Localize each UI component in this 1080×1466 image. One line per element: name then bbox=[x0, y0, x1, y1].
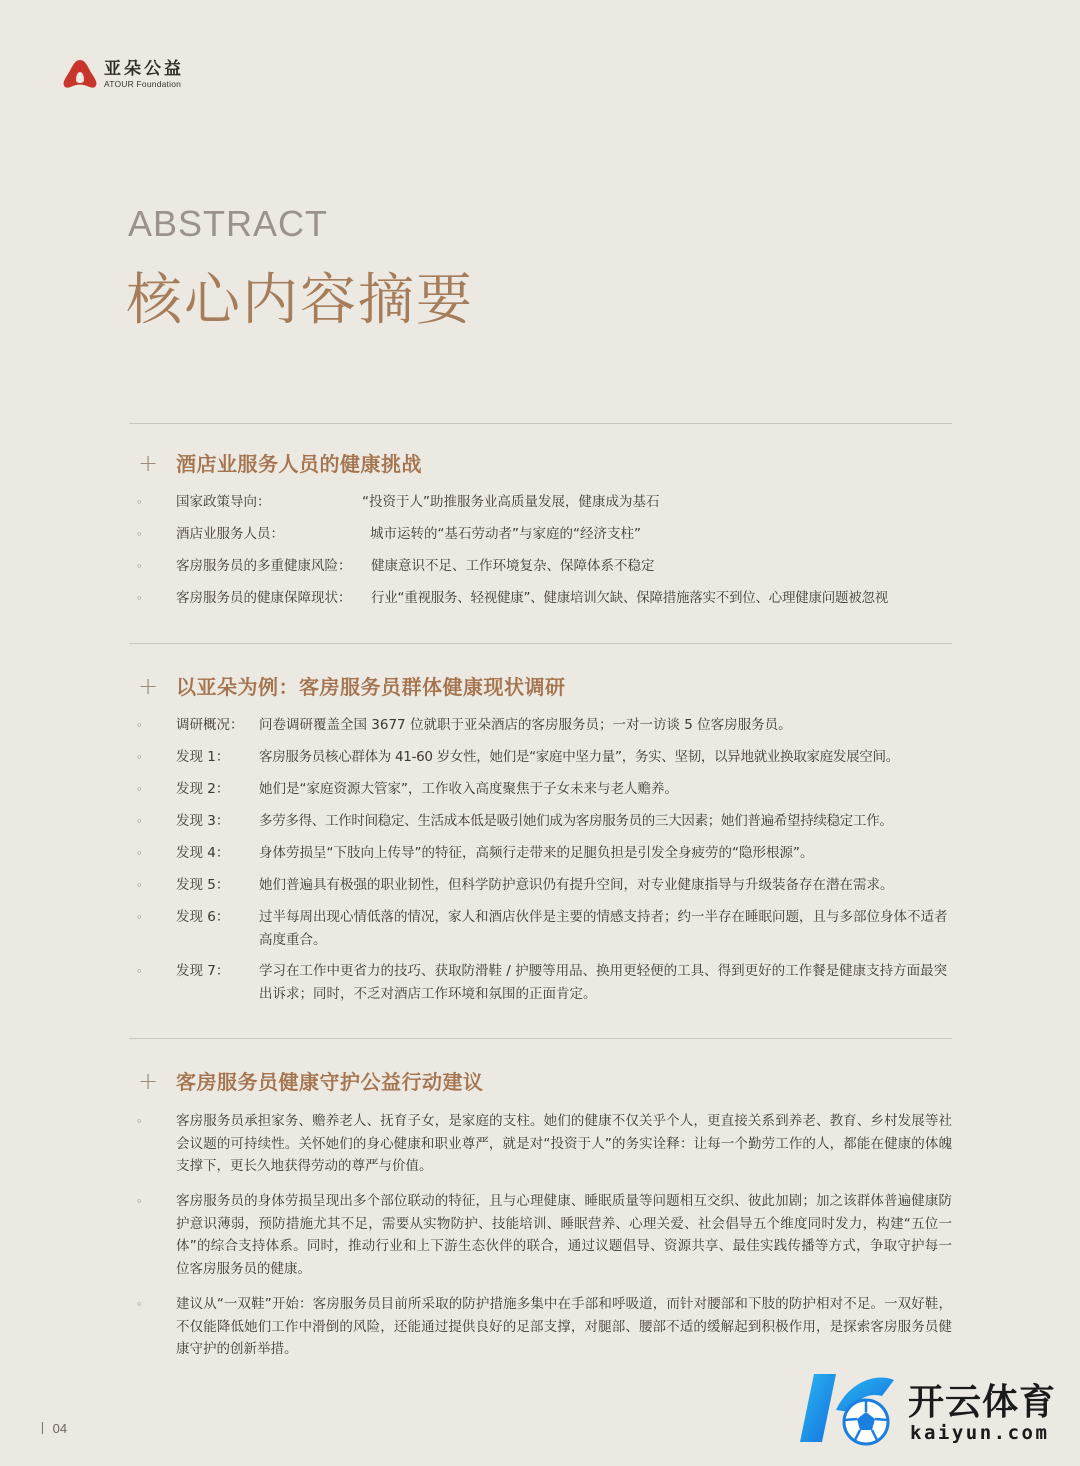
abstract-heading: ABSTRACT bbox=[128, 203, 329, 244]
logo-chinese-name: 亚朵公益 bbox=[104, 59, 184, 79]
section-header-1 bbox=[138, 448, 422, 477]
bullet-icon: ◦ bbox=[136, 815, 143, 828]
bullet-icon: ◦ bbox=[136, 783, 143, 796]
bullet-icon: ◦ bbox=[136, 1298, 143, 1311]
list-item bbox=[136, 523, 956, 546]
item-label: 发现 3： bbox=[176, 813, 230, 829]
item-label: 国家政策导向： bbox=[176, 494, 271, 510]
section-divider bbox=[129, 1038, 952, 1039]
bullet-icon: ◦ bbox=[136, 911, 143, 924]
item-label: 发现 5： bbox=[176, 877, 230, 893]
list-item bbox=[136, 491, 956, 514]
section-header-2 bbox=[138, 671, 566, 700]
item-text: 客房服务员核心群体为 41-60 岁女性，她们是“家庭中坚力量”，务实、坚韧，以异地就业换取家庭发展空间。 bbox=[259, 749, 899, 765]
bullet-icon: ◦ bbox=[136, 751, 143, 764]
page-number: 丨 04 bbox=[36, 1421, 68, 1436]
item-label: 发现 6： bbox=[176, 909, 230, 925]
list-item bbox=[136, 555, 956, 578]
item-label: 客房服务员的多重健康风险： bbox=[176, 558, 352, 574]
item-text: 行业“重视服务、轻视健康”、健康培训欠缺、保障措施落实不到位、心理健康问题被忽视 bbox=[371, 590, 888, 606]
bullet-icon: ◦ bbox=[136, 965, 143, 978]
item-text: 多劳多得、工作时间稳定、生活成本低是吸引她们成为客房服务员的三大因素；她们普遍希望持续稳定工作。 bbox=[259, 813, 893, 829]
bullet-icon: ◦ bbox=[136, 528, 143, 541]
item-text: 学习在工作中更省力的技巧、获取防滑鞋 / 护腰等用品、换用更轻便的工具、得到更好的工作餐是健康支持方面最突出诉求；同时，不乏对酒店工作环境和氛围的正面肯定。 bbox=[259, 963, 948, 1002]
item-text: “投资于人”助推服务业高质量发展，健康成为基石 bbox=[362, 494, 660, 510]
bullet-icon: ◦ bbox=[136, 1195, 143, 1208]
list-item bbox=[136, 874, 956, 897]
plus-icon: + bbox=[138, 1066, 159, 1095]
section-title: 酒店业服务人员的健康挑战 bbox=[176, 452, 422, 476]
section-title: 客房服务员健康守护公益行动建议 bbox=[176, 1070, 484, 1094]
list-item bbox=[136, 778, 956, 801]
kaiyun-logo-icon bbox=[796, 1366, 906, 1456]
atour-logo-icon bbox=[62, 58, 98, 90]
bullet-icon: ◦ bbox=[136, 560, 143, 573]
bullet-icon: ◦ bbox=[136, 847, 143, 860]
list-item bbox=[136, 906, 956, 952]
plus-icon: + bbox=[138, 671, 159, 700]
page-title: 核心内容摘要 bbox=[126, 268, 474, 333]
list-item bbox=[136, 587, 956, 610]
bullet-icon: ◦ bbox=[136, 1115, 143, 1128]
item-text: 过半每周出现心情低落的情况，家人和酒店伙伴是主要的情感支持者；约一半存在睡眠问题，且与多部位身体不适者高度重合。 bbox=[259, 909, 948, 948]
item-text: 身体劳损呈“下肢向上传导”的特征，高频行走带来的足腿负担是引发全身疲劳的“隐形根源”。 bbox=[259, 845, 814, 861]
section-divider bbox=[129, 643, 952, 644]
paragraph: 客房服务员承担家务、赡养老人、抚育子女，是家庭的支柱。她们的健康不仅关乎个人，更直接关系到养老、教育、乡村发展等社会议题的可持续性。关怀她们的身心健康和职业尊严，就是对“投资于人”的务实诠释：让每一个勤劳工作的人，都能在健康的体魄支撑下，更长久地获得劳动的尊严与价值。 bbox=[176, 1113, 952, 1174]
item-text: 她们是“家庭资源大管家”，工作收入高度聚焦于子女未来与老人赡养。 bbox=[259, 781, 678, 797]
item-label: 发现 1： bbox=[176, 749, 230, 765]
paragraph: 建议从“一双鞋”开始：客房服务员目前所采取的防护措施多集中在手部和呼吸道，而针对腰部和下肢的防护相对不足。一双好鞋，不仅能降低她们工作中滑倒的风险，还能通过提供良好的足部支撑，对腿部、腰部不适的缓解起到积极作用，是探索客房服务员健康守护的创新举措。 bbox=[176, 1296, 952, 1357]
item-label: 发现 2： bbox=[176, 781, 230, 797]
item-label: 发现 7： bbox=[176, 963, 230, 979]
item-text: 问卷调研覆盖全国 3677 位就职于亚朵酒店的客房服务员；一对一访谈 5 位客房服务员。 bbox=[259, 717, 792, 733]
item-text: 她们普遍具有极强的职业韧性，但科学防护意识仍有提升空间，对专业健康指导与升级装备存在潜在需求。 bbox=[259, 877, 894, 893]
section-title: 以亚朵为例：客房服务员群体健康现状调研 bbox=[176, 675, 566, 699]
bullet-icon: ◦ bbox=[136, 496, 143, 509]
item-label: 酒店业服务人员： bbox=[176, 526, 284, 542]
logo-english-name: ATOUR Foundation bbox=[104, 79, 182, 89]
bullet-icon: ◦ bbox=[136, 879, 143, 892]
section-header-3 bbox=[138, 1066, 484, 1095]
watermark-domain: kaiyun.com bbox=[910, 1422, 1050, 1444]
watermark bbox=[796, 1366, 1076, 1456]
list-item bbox=[136, 810, 956, 833]
item-label: 发现 4： bbox=[176, 845, 230, 861]
bullet-icon: ◦ bbox=[136, 719, 143, 732]
item-label: 客房服务员的健康保障现状： bbox=[176, 590, 352, 606]
plus-icon: + bbox=[138, 448, 159, 477]
item-label: 调研概况： bbox=[176, 717, 244, 733]
watermark-chinese: 开云体育 bbox=[908, 1382, 1057, 1423]
bullet-icon: ◦ bbox=[136, 592, 143, 605]
item-text: 城市运转的“基石劳动者”与家庭的“经济支柱” bbox=[370, 526, 641, 542]
list-item bbox=[136, 746, 956, 769]
paragraph: 客房服务员的身体劳损呈现出多个部位联动的特征，且与心理健康、睡眠质量等问题相互交织、彼此加剧；加之该群体普遍健康防护意识薄弱，预防措施尤其不足，需要从实物防护、技能培训、睡眠营养、心理关爱、社会倡导五个维度同时发力，构建“五位一体”的综合支持体系。同时，推动行业和上下游生态伙伴的联合，通过议题倡导、资源共享、最佳实践传播等方式，争取守护每一位客房服务员的健康。 bbox=[176, 1193, 952, 1277]
list-item bbox=[136, 714, 956, 737]
list-item bbox=[136, 842, 956, 865]
brand-logo bbox=[62, 58, 184, 90]
item-text: 健康意识不足、工作环境复杂、保障体系不稳定 bbox=[371, 558, 655, 574]
list-item bbox=[136, 960, 956, 1006]
section-divider bbox=[129, 423, 952, 424]
